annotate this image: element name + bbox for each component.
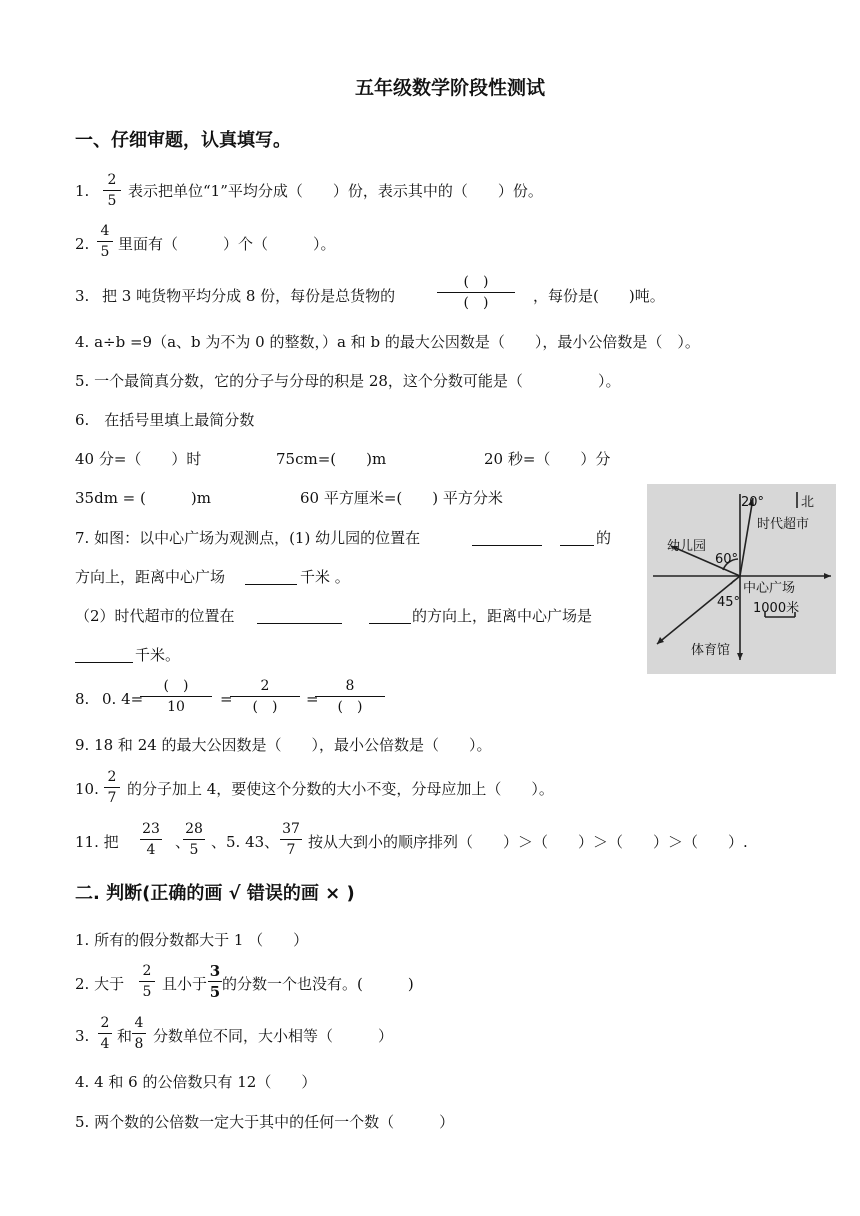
q7-text: 的 [596, 529, 612, 547]
j3-fraction-1: 2 4 [98, 1014, 112, 1053]
q11-number: 11. 把 [75, 833, 119, 851]
q11-fraction-2: 28 5 [183, 820, 205, 859]
judge-item-5: 5. 两个数的公倍数一定大于其中的任何一个数（ ） [75, 1113, 455, 1131]
answer-blank [472, 545, 542, 546]
judge-item-2-text: 的分数一个也没有。( ) [222, 975, 414, 993]
q4-text: 4. a÷b =9（a、b 为不为 0 的整数，）a 和 b 的最大公因数是（ ），最小公倍数是（ ）。 [75, 333, 700, 351]
answer-blank [369, 623, 411, 624]
q1-fraction: 2 5 [103, 171, 121, 210]
q10-number: 10. [75, 780, 99, 798]
judge-item-3-mid: 和 [117, 1027, 133, 1045]
j2-fraction-1: 2 5 [139, 962, 155, 1001]
q8-fraction-3: 8 ( ) [315, 677, 385, 716]
q8-equals: = [306, 690, 319, 708]
q7-text: 的方向上，距离中心广场是 [412, 607, 593, 625]
j2-fraction-2: 3 5 [209, 962, 221, 1001]
judge-item-3-lead: 3. [75, 1027, 90, 1045]
j3-fraction-2: 4 8 [132, 1014, 146, 1053]
q11-middle: 、5. 43、 [211, 833, 280, 851]
q6-item: 40 分=（ ）时 [75, 450, 202, 468]
angle-20-label: 20° [741, 495, 765, 510]
answer-blank [560, 545, 594, 546]
q8-number: 8. [75, 690, 90, 708]
supermarket-label: 时代超市 [757, 517, 810, 532]
page-title: 五年级数学阶段性测试 [354, 77, 545, 99]
q10-text: 的分子加上 4，要使这个分数的大小不变，分母应加上（ ）。 [127, 780, 554, 798]
answer-blank [245, 584, 297, 585]
direction-map-figure [647, 484, 836, 674]
q3-text-end: ，每份是( )吨。 [533, 287, 665, 305]
judge-item-4: 4. 4 和 6 的公倍数只有 12（ ） [75, 1073, 317, 1091]
q8-lead: 0. 4= [102, 690, 144, 708]
q11-fraction-1: 23 4 [140, 820, 162, 859]
q2-text: 里面有（ ）个（ ）。 [118, 235, 336, 253]
judge-item-3-text: 分数单位不同，大小相等（ ） [153, 1027, 394, 1045]
q2-number: 2. [75, 235, 90, 253]
q1-text: 表示把单位“1”平均分成（ ）份，表示其中的（ ）份。 [128, 182, 543, 200]
kindergarten-label: 幼儿园 [667, 539, 707, 554]
north-label: 北 [801, 495, 815, 510]
section1-heading: 一、仔细审题，认真填写。 [75, 130, 291, 151]
q3-text: 把 3 吨货物平均分成 8 份，每份是总货物的 [102, 287, 396, 305]
q8-equals: = [220, 690, 233, 708]
angle-45-label: 45° [717, 595, 741, 610]
q9-text: 9. 18 和 24 的最大公因数是（ ），最小公倍数是（ ）。 [75, 736, 492, 754]
answer-blank [257, 623, 342, 624]
q7-text: （2）时代超市的位置在 [75, 607, 235, 625]
judge-item-2-mid: 且小于 [162, 975, 208, 993]
q6-text: 6. 在括号里填上最简分数 [75, 411, 255, 429]
q7-text: 千米 。 [300, 568, 350, 586]
judge-item-1: 1. 所有的假分数都大于 1 （ ） [75, 931, 309, 949]
q11-separator: 、 [175, 833, 191, 851]
q6-item: 75cm=( )m [276, 450, 387, 468]
section2-heading: 二. 判断(正确的画 √ 错误的画 × ) [75, 883, 355, 904]
q7-text: 千米。 [135, 646, 181, 664]
q8-fraction-2: 2 ( ) [230, 677, 300, 716]
q10-fraction: 2 7 [104, 768, 120, 807]
q2-fraction: 4 5 [97, 222, 113, 261]
judge-item-2-lead: 2. 大于 [75, 975, 125, 993]
direction-map-diagram [647, 484, 836, 674]
q6-item: 60 平方厘米=( ) 平方分米 [300, 489, 503, 507]
q7-text: 7. 如图：以中心广场为观测点，(1) 幼儿园的位置在 [75, 529, 421, 547]
q8-fraction-1: ( ) 10 [140, 677, 212, 716]
scale-label: 1000米 [753, 601, 800, 616]
q11-fraction-3: 37 7 [280, 820, 302, 859]
q7-text: 方向上，距离中心广场 [75, 568, 226, 586]
q6-item: 20 秒=（ ）分 [484, 450, 611, 468]
q5-text: 5. 一个最简真分数，它的分子与分母的积是 28，这个分数可能是（ ）。 [75, 372, 621, 390]
q6-item: 35dm = ( )m [75, 489, 211, 507]
q11-text: 按从大到小的顺序排列（ ）＞（ ）＞（ ）＞（ ）. [308, 833, 748, 851]
q3-fraction: ( ) ( ) [437, 273, 515, 312]
gym-label: 体育馆 [691, 643, 731, 658]
answer-blank [75, 662, 133, 663]
center-label: 中心广场 [743, 581, 796, 596]
angle-60-label: 60° [715, 552, 739, 567]
q3-number: 3. [75, 287, 90, 305]
q1-number: 1. [75, 182, 90, 200]
